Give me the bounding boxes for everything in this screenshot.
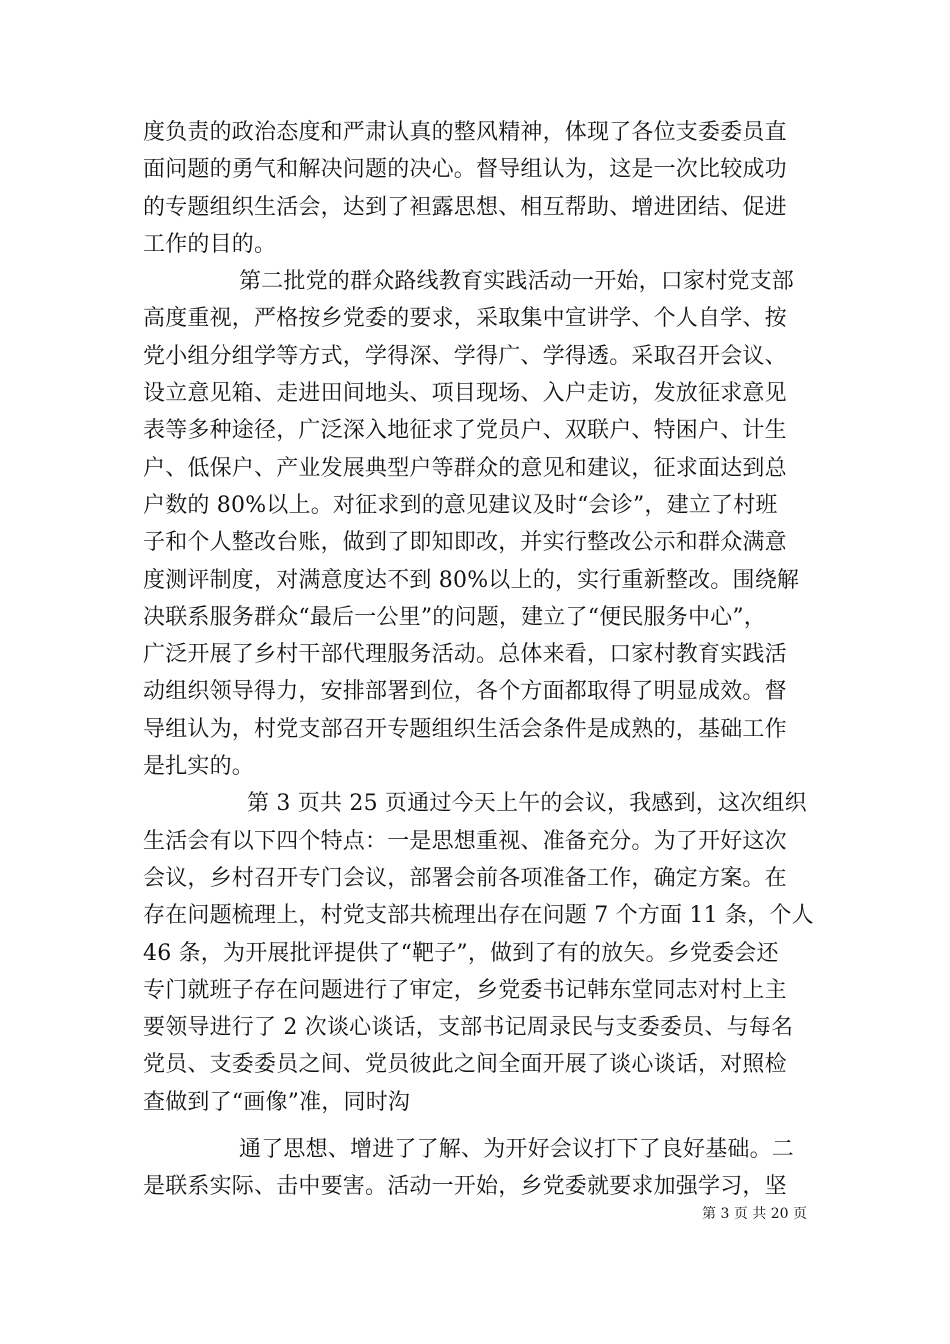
text-line: 查做到了“画像”准，同时沟 [143,1089,411,1115]
text-line: 度测评制度，对满意度达不到 80%以上的，实行重新整改。围绕解 [143,567,800,593]
text-line: 党小组分组学等方式，学得深、学得广、学得透。采取召开会议、 [143,343,787,369]
text-line: 户数的 80%以上。对征求到的意见建议及时“会诊”，建立了村班 [143,492,778,518]
page-number-footer: 第 3 页 共 20 页 [702,1206,807,1222]
text-line: 表等多种途径，广泛深入地征求了党员户、双联户、特困户、计生 [143,418,787,444]
text-line: 高度重视，严格按乡党委的要求，采取集中宣讲学、个人自学、按 [143,306,787,332]
text-line: 导组认为，村党支部召开专题组织生活会条件是成熟的，基础工作 [143,716,787,742]
text-line: 生活会有以下四个特点：一是思想重视、准备充分。为了开好这次 [143,828,787,854]
text-line: 是联系实际、击中要害。活动一开始，乡党委就要求加强学习，坚 [143,1174,787,1200]
text-line: 要领导进行了 2 次谈心谈话，支部书记周录民与支委委员、与每名 [143,1015,794,1041]
paragraph-first-line: 通了思想、增进了了解、为开好会议打下了良好基础。二 [239,1137,795,1163]
text-line: 46 条，为开展批评提供了“靶子”，做到了有的放矢。乡党委会还 [143,940,779,966]
paragraph-first-line: 第 3 页共 25 页通过今天上午的会议，我感到，这次组织 [247,791,807,817]
text-line: 的专题组织生活会，达到了袒露思想、相互帮助、增进团结、促进 [143,194,787,220]
text-line: 会议，乡村召开专门会议，部署会前各项准备工作，确定方案。在 [143,865,787,891]
text-line: 面问题的勇气和解决问题的决心。督导组认为，这是一次比较成功 [143,157,787,183]
text-line: 是扎实的。 [143,754,255,780]
text-line: 党员、支委委员之间、党员彼此之间全面开展了谈心谈话，对照检 [143,1052,787,1078]
text-line: 专门就班子存在问题进行了审定，乡党委书记韩东堂同志对村上主 [143,977,787,1003]
text-line: 设立意见箱、走进田间地头、项目现场、入户走访，发放征求意见 [143,381,787,407]
text-line: 子和个人整改台账，做到了即知即改，并实行整改公示和群众满意 [143,530,787,556]
document-body [143,114,813,1206]
text-line: 工作的目的。 [143,231,277,257]
text-line: 度负责的政治态度和严肃认真的整风精神，体现了各位支委委员直 [143,120,787,145]
paragraph-gap [143,1121,813,1131]
text-line: 广泛开展了乡村干部代理服务活动。总体来看，口家村教育实践活 [143,642,787,668]
text-line: 户、低保户、产业发展典型户等群众的意见和建议，征求面达到总 [143,455,787,481]
text-line: 动组织领导得力，安排部署到位，各个方面都取得了明显成效。督 [143,679,787,705]
text-line: 存在问题梳理上，村党支部共梳理出存在问题 7 个方面 11 条，个人 [143,903,814,929]
text-line: 决联系服务群众“最后一公里”的问题，建立了“便民服务中心”， [143,604,766,630]
paragraph-first-line: 第二批党的群众路线教育实践活动一开始，口家村党支部 [239,269,795,295]
